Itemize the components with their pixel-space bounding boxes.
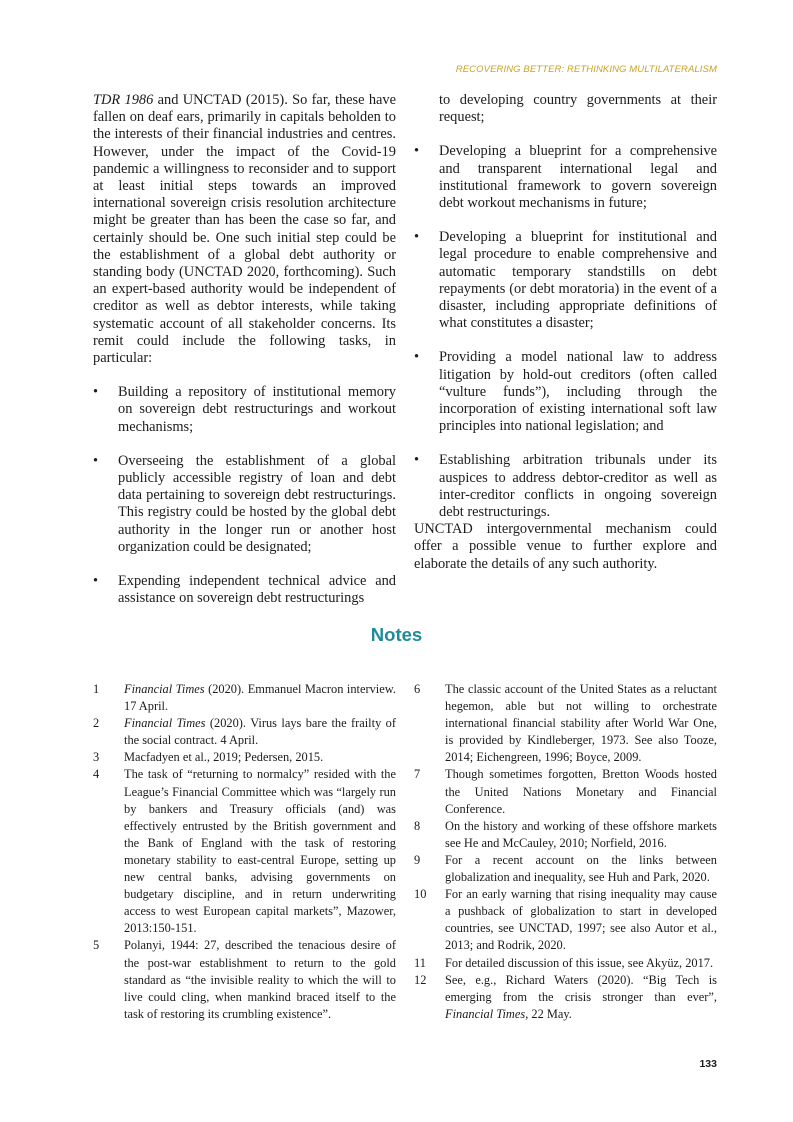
note-item	[93, 749, 396, 766]
note-text: (2020). Emmanuel Macron interview. 17 April.	[124, 682, 396, 714]
bullet-text: Establishing arbitration tribunals under its auspices to address debtor-creditor as well as inter-creditor conflicts in ongoing sovereign debt restructurings.	[439, 452, 717, 521]
note-text: See, e.g., Richard Waters (2020). “Big Tech is emerging from the crisis stronger than ever”,	[445, 972, 717, 1004]
bullet-item	[93, 453, 396, 556]
note-text: Macfadyen et al., 2019; Pedersen, 2015.	[124, 750, 324, 765]
closing-paragraph: UNCTAD intergovernmental mechanism could offer a possible venue to further explore and elaborate the details of any such authority.	[414, 521, 717, 572]
bullet-text: Developing a blueprint for institutional and legal procedure to enable comprehensive and automatic temporary standstills on debt repayments (or debt moratoria) in the event of a disaster, including appropriate definitions of what constitutes a disaster;	[439, 229, 717, 332]
bullet-item	[93, 573, 396, 607]
intro-text: and UNCTAD (2015). So far, these have fallen on deaf ears, primarily in capitals beholden to the interests of their financial industries and centres. However, under the impact of the Covid-19 pandemic a willingness to reconsider and to support at least initial steps towards an improved international sovereign crisis resolution architecture might be greater than has been the case so far, and certainly should be. One such initial step could be the establishment of a global debt authority or standing body (UNCTAD 2020, forthcoming). Such an expert-based authority would be independent of creditor as well as debtor interests, while taking systematic account of all stakeholder concerns. Its remit could include the following tasks, in particular:	[93, 92, 396, 367]
note-number: 4	[93, 767, 100, 782]
bullet-dot: •	[414, 452, 420, 469]
note-text: Though sometimes forgotten, Bretton Woods hosted the United Nations Monetary and Financial Conference.	[445, 767, 717, 816]
note-item	[93, 715, 396, 749]
note-text: For an early warning that rising inequality may cause a pushback of globalization to start in developed countries, see UNCTAD, 1997; see also Autor et al., 2013; and Rodrik, 2020.	[445, 887, 717, 953]
body-column-left	[93, 92, 396, 607]
bullet-dot: •	[93, 573, 99, 590]
note-number: 12	[414, 972, 427, 987]
bullet-item	[414, 229, 717, 332]
bullet-dot: •	[414, 229, 420, 246]
note-number: 6	[414, 682, 421, 696]
bullet-text: Expending independent technical advice and assistance on sovereign debt restructurings	[118, 573, 396, 607]
note-italic: Financial Times	[445, 1006, 526, 1021]
note-number: 9	[414, 852, 421, 867]
bullet-text: to developing country governments at their request;	[439, 92, 717, 126]
note-text: On the history and working of these offshore markets see He and McCauley, 2010; Norfield, 2016.	[445, 818, 717, 850]
note-item	[93, 937, 396, 1022]
bullet-item	[414, 349, 717, 435]
page-number: 133	[699, 1058, 717, 1070]
intro-italic-lead: TDR 1986	[93, 92, 154, 108]
bullet-text: Developing a blueprint for a comprehensive and transparent international legal and institutional framework to govern sovereign debt workout mechanisms in future;	[439, 143, 717, 212]
note-item	[414, 818, 717, 852]
note-italic: Financial Times	[124, 682, 205, 696]
note-item	[414, 766, 717, 817]
bullet-dot: •	[93, 384, 99, 401]
note-tail: , 22 May.	[525, 1006, 572, 1021]
note-text: (2020). Virus lays bare the frailty of the social contract. 4 April.	[124, 716, 396, 748]
note-item	[414, 886, 717, 954]
notes-column-left	[93, 681, 396, 1023]
note-number: 3	[93, 750, 100, 765]
bullet-text: Overseeing the establishment of a global publicly accessible registry of loan and debt data pertaining to sovereign debt restructurings. This registry could be hosted by the global debt authority in the longer run or another host organization could be designated;	[118, 452, 396, 555]
note-item	[414, 852, 717, 886]
note-item	[414, 681, 717, 766]
note-text: Polanyi, 1944: 27, described the tenacious desire of the post-war establishment to return to the gold standard as “the invisible reality to which the will to live could cling, when mankind braced itself to the task of restoring its crumbling existence”.	[124, 938, 396, 1021]
note-number: 7	[414, 767, 421, 782]
note-number: 2	[93, 716, 100, 731]
intro-paragraph	[93, 92, 396, 367]
note-number: 10	[414, 887, 427, 902]
body-column-right	[414, 92, 717, 573]
note-text: For a recent account on the links between globalization and inequality, see Huh and Park, 2020.	[445, 852, 717, 885]
note-number: 1	[93, 682, 100, 696]
note-text: The classic account of the United States as a reluctant hegemon, able but not willing to orchestrate international financial stability after World War One, is provided by Kindleberger, 1973. See also Tooze, 2014; Eichengreen, 1996; Boyce, 2009.	[445, 682, 717, 765]
notes-heading: Notes	[370, 624, 423, 645]
note-number: 11	[414, 955, 426, 970]
bullet-item	[414, 452, 717, 521]
note-item	[93, 681, 396, 715]
note-text: For detailed discussion of this issue, see Akyüz, 2017.	[445, 955, 714, 970]
note-item	[93, 766, 396, 937]
running-header: RECOVERING BETTER: RETHINKING MULTILATERALISM	[455, 64, 717, 75]
note-number: 5	[93, 938, 100, 953]
bullet-dot: •	[414, 349, 420, 366]
bullet-text: Building a repository of institutional memory on sovereign debt restructurings and workout mechanisms;	[118, 384, 396, 435]
note-italic: Financial Times	[124, 716, 206, 731]
bullet-item	[414, 143, 717, 212]
note-item	[414, 955, 717, 972]
bullet-dot: •	[414, 143, 420, 160]
notes-column-right	[414, 681, 717, 1023]
note-item	[414, 972, 717, 1023]
note-number: 8	[414, 818, 421, 833]
bullet-continuation	[414, 92, 717, 126]
bullet-text: Providing a model national law to address litigation by hold-out creditors (often called “vulture funds”), including through the incorporation of existing international soft law principles into national legislation; and	[439, 349, 717, 435]
bullet-item	[93, 384, 396, 436]
note-text: The task of “returning to normalcy” resided with the League’s Financial Committee which was “largely run by bankers and Treasury officials (and) was effectively entrusted by the British government and the Bank of England with the task of restoring monetary stability to east-central Europe, setting up new central banks, advising governments on budgetary discipline, and in return underwriting access to west European capital markets”, Mazower, 2013:150-151.	[124, 767, 396, 936]
bullet-dot: •	[93, 452, 99, 469]
